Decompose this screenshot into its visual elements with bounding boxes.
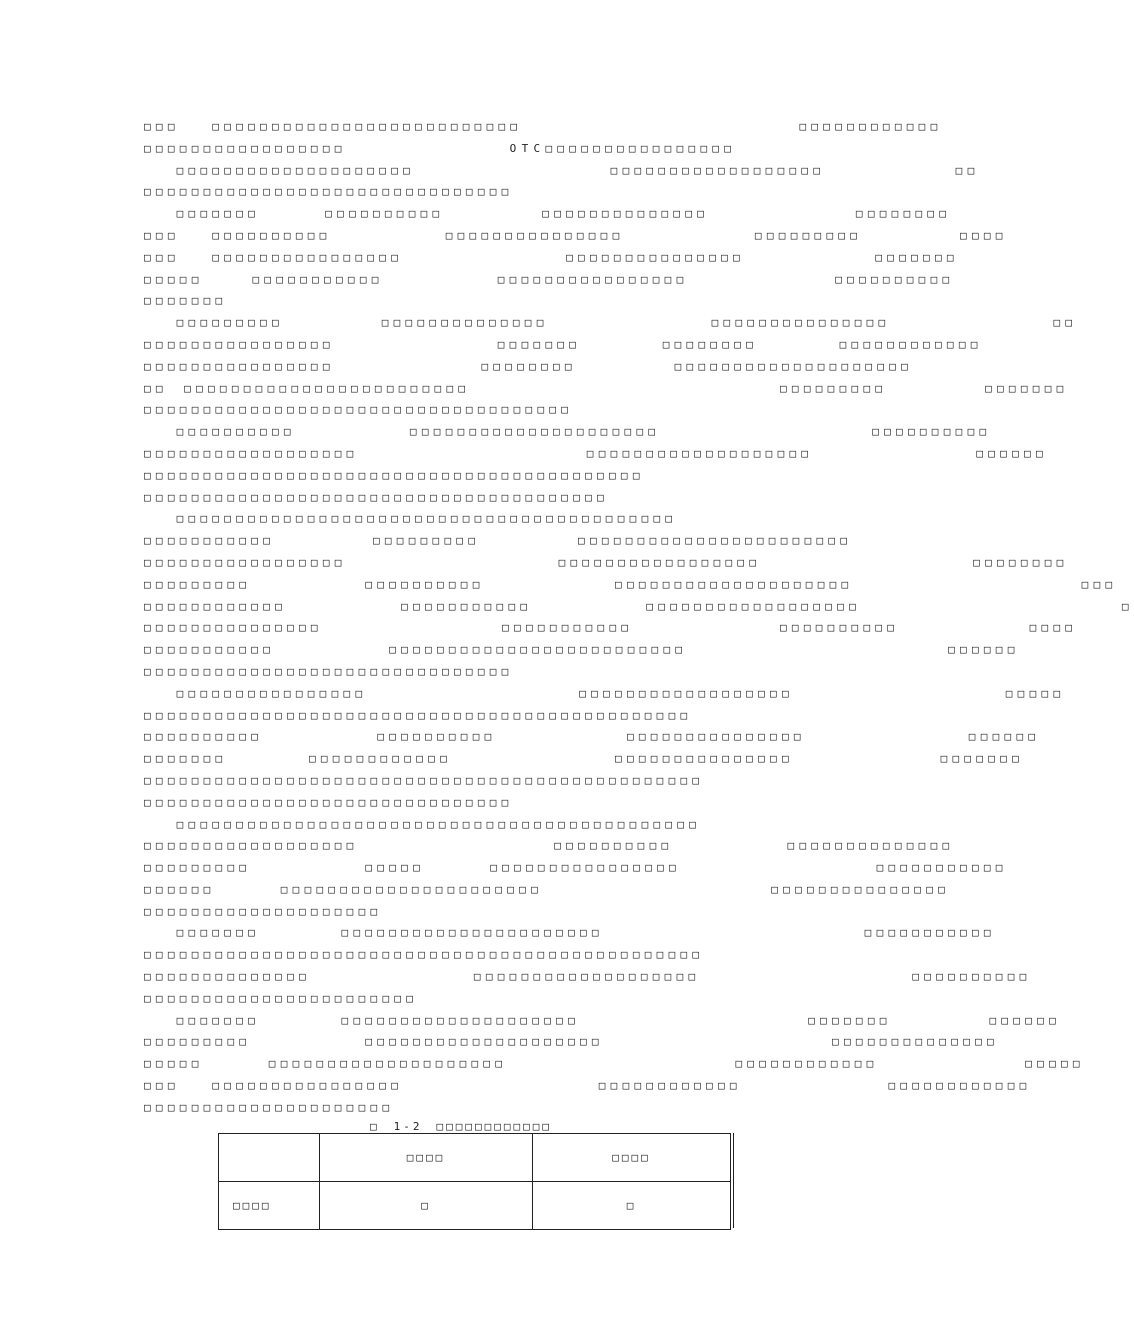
text-line: □□□□□□□□□□□□□□□□□□□□ □□□□□□□□□□□□□□□□□□ □□ — [144, 163, 980, 177]
text-line: □□□□□□□□□□□□□□□□□□□□□□□□□□□□□□□□□□□□□□□□□□□□□□□ — [144, 948, 705, 962]
table-border-line — [733, 1133, 734, 1228]
text-line: □□□□□□□□□□□□□□□□□□□□□□□□□□□□□□□□□□□□□□□□□□□□□□□ — [144, 773, 705, 787]
table-row — [219, 1182, 731, 1230]
text-line: □□□□□□□□□□□□□□□□□□□□□□□□□□□□□□□□□□□□□□□□□□□□ — [144, 817, 702, 831]
text-line: □□□□□□□□□□□□□□□□□□□□□□□□□□□□□□□□□□□□□□□□□□ — [144, 512, 678, 526]
text-line: □□□□□□□□□ □□□□□□□□□□□□□□□□□□□□ □□□□□□□□□□□□□□ — [144, 1035, 999, 1049]
table-caption: □ 1-2 □□□□□□□□□□□□ — [370, 1120, 552, 1133]
text-line: □□□□□□□ □□□□□□□□□□□□ □□□□□□□□□□□□□□□ □□□□□□□ — [144, 752, 1025, 766]
text-line: □□ □□□□□□□□□□□□□□□□□□□□□□□□ □□□□□□□□□ □□□□□□□ — [144, 381, 1069, 395]
text-line: □□□□□□□□□ □□□□□□□□□□□□□□ □□□□□□□□□□□□□□□ □□ — [144, 316, 1078, 330]
text-line: □□□□□□□□□□□□□□□□□□□□□□□□□□□□□□□□□□□□□□□ — [144, 490, 609, 504]
table-header-cell: □□□□ — [533, 1134, 731, 1182]
text-line: □□□□□□□ — [144, 294, 228, 308]
text-line: □□□□□□ □□□□□□□□□□□□□□□□□□□□□□ □□□□□□□□□□□□□□□ — [144, 882, 951, 896]
table-header-row — [219, 1134, 731, 1182]
text-line: □□□□□□□□□□□□□□□□□□□□□□□□□□□□□□□ — [144, 795, 514, 809]
text-line: □□□□□□□□□ □□□□□□□□□□ □□□□□□□□□□□□□□□□□□□□ □□□ — [144, 577, 1118, 591]
text-line: □□□ □□□□□□□□□□□□□□□□ □□□□□□□□□□□□□□□ □□□□□□□ — [144, 250, 959, 264]
text-line: □□□□□□□□□□□□□□□□□□□□□□□□□□□□□□□ — [144, 185, 514, 199]
text-line: □□□ □□□□□□□□□□□□□□□□ □□□□□□□□□□□□ □□□□□□□□□□□□ — [144, 1079, 1032, 1093]
text-line: □□□□□ □□□□□□□□□□□ □□□□□□□□□□□□□□□□ □□□□□□□□□□ — [144, 272, 955, 286]
table-header-cell — [219, 1134, 320, 1182]
text-line: □□□□□□□ □□□□□□□□□□□□□□□□□□□□□□ □□□□□□□□□□□ — [144, 926, 996, 940]
text-line: □□□□□□□□□□□ □□□□□□□□□□□□□□□□□□□□□□□□□ □□□□□□ — [144, 643, 1020, 657]
text-line: □□□□□□□□□□□□□□□□□□ □□□□□□□□□□ □□□□□□□□□□□□□□ — [144, 839, 955, 853]
text-line: □□□□□□□□□□□□□□□□□□□□□□□□□□□□□□□□□□□□ — [144, 403, 574, 417]
text-line: □□□□□ □□□□□□□□□□□□□□□□□□□□ □□□□□□□□□□□□ □□□□□ — [144, 1057, 1085, 1071]
body-text — [144, 116, 1134, 1119]
text-line: □□□ □□□□□□□□□□□□□□□□□□□□□□□□□□ □□□□□□□□□□□□ — [144, 120, 943, 133]
text-line: □□□□□□□□□□ □□□□□□□□□□ □□□□□□□□□□□□□□□ □□□□□□ — [144, 730, 1041, 744]
text-line: □□□□□□□ □□□□□□□□□□□□□□□□□□□□ □□□□□□□ □□□□□□ — [144, 1013, 1061, 1027]
text-line: □□□□□□□□□□□□□□□□□□ □□□□□□□□□□□□□□□□□□□ □□□□□□ — [144, 446, 1048, 460]
text-line: □□□□□□□□□□□ □□□□□□□□□ □□□□□□□□□□□□□□□□□□□□□□□ — [144, 534, 853, 548]
text-line: □□□□□□□□□□□□□□□□□□□□□□□□□□□□□□□□□□□□□□□□□□ — [144, 468, 645, 482]
text-line: □□□ □□□□□□□□□□ □□□□□□□□□□□□□□□ □□□□□□□□□ □□□□ — [144, 228, 1008, 242]
text-line: □□□□□□□□□□□□□□□□□ OTC□□□□□□□□□□□□□□□□ — [144, 141, 737, 155]
table-header-cell: □□□□ — [320, 1134, 533, 1182]
table-cell: □ — [533, 1182, 731, 1230]
text-line: □□□□□□□□□□□□□□□□□□□□□□□□□□□□□□□ — [144, 664, 514, 678]
text-line: □□□□□□□□□□□□□□□□□□□□□□□□□□□□□□□□□□□□□□□□□□□□□□ — [144, 708, 693, 722]
text-line: □□□□□□□□□□ □□□□□□□□□□□□□□□□□□□□□ □□□□□□□□□□ — [144, 425, 992, 439]
text-line: □□□□□□□□□□□□□□□□□□□□ — [144, 904, 383, 918]
text-line: □□□□□□□□□ □□□□□ □□□□□□□□□□□□□□□□ □□□□□□□□□□□ — [144, 861, 1008, 875]
table-row-label: □□□□ — [219, 1182, 320, 1230]
text-line: □□□□□□□□□□□□□□□ □□□□□□□□□□□ □□□□□□□□□□ □□□□ — [144, 621, 1078, 635]
data-table — [218, 1133, 731, 1230]
text-line: □□□□□□□□□□□□□□□□□□□□□□□ — [144, 991, 419, 1005]
text-line: □□□□□□□□□□□□□□ □□□□□□□□□□□□□□□□□□□ □□□□□□□□□□ — [144, 970, 1032, 984]
text-line: □□□□□□□□□□□□□□□□ □□□□□□□ □□□□□□□□ □□□□□□□□□□□□ — [144, 337, 983, 351]
text-line: □□□□□□□□□□□□□□□□□ □□□□□□□□□□□□□□□□□ □□□□□□□□ — [144, 555, 1069, 569]
text-line: □□□□□□□□□□□□ □□□□□□□□□□□ □□□□□□□□□□□□□□□□□□ □ — [144, 599, 1134, 613]
text-line: □□□□□□□ □□□□□□□□□□ □□□□□□□□□□□□□□ □□□□□□□□ — [144, 207, 952, 221]
table-cell: □ — [320, 1182, 533, 1230]
text-line: □□□□□□□□□□□□□□□□□□□□□ — [144, 1100, 395, 1114]
text-line: □□□□□□□□□□□□□□□□ □□□□□□□□ □□□□□□□□□□□□□□□□□□□□ — [144, 359, 914, 373]
text-line: □□□□□□□□□□□□□□□□ □□□□□□□□□□□□□□□□□□ □□□□□ — [144, 686, 1066, 700]
